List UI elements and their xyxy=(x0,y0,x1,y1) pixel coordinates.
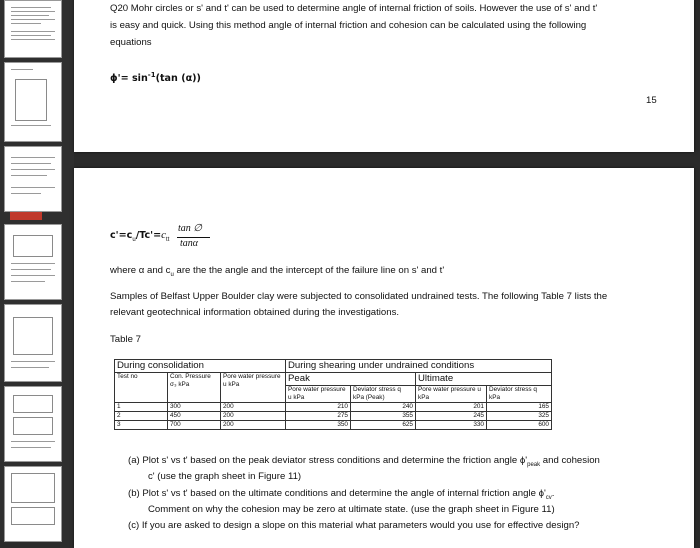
question-b-line-2: Comment on why the cohesion may be zero at ultimate state. (use the graph sheet in Figure 11) xyxy=(148,504,555,515)
page-thumbnail-sidebar xyxy=(0,0,74,540)
page-thumbnail[interactable] xyxy=(4,0,62,58)
current-page-marker xyxy=(10,212,42,220)
header-during-consolidation: During consolidation xyxy=(115,360,286,373)
question-c: (c) If you are asked to design a slope on this material what parameters would you use for effective design? xyxy=(128,520,580,531)
table-title: Table 7 xyxy=(110,334,141,345)
cohesion-equation: $c'=c_u/Tc'=c_{tt}$ xyxy=(110,229,170,243)
question-b: (b) Plot s' vs t' based on the ultimate conditions and determine the angle of internal friction angle $\phi'_{cv}$. xyxy=(128,488,555,501)
fraction-denominator: tanα xyxy=(180,238,199,249)
equation-lhs: ϕ'= sin xyxy=(110,73,148,85)
page-thumbnail[interactable] xyxy=(4,224,62,300)
table-row: 1 300 200 210 240 201 165 xyxy=(115,403,552,412)
page-thumbnail[interactable] xyxy=(4,304,62,382)
header-pore-water-ult: Pore water pressure u kPa xyxy=(416,386,487,403)
header-ultimate: Ultimate xyxy=(416,373,552,386)
page-thumbnail[interactable] xyxy=(4,386,62,462)
friction-angle-equation xyxy=(110,68,201,86)
header-peak: Peak xyxy=(286,373,416,386)
equation-rhs: (tan (α)) xyxy=(155,73,201,85)
header-pore-water-cons: Pore water pressure u kPa xyxy=(221,373,286,403)
samples-text-line: Samples of Belfast Upper Boulder clay were subjected to consolidated undrained tests. The following Table 7 lists the xyxy=(110,291,608,302)
header-deviator-peak: Deviator stress q kPa (Peak) xyxy=(351,386,416,403)
question-text-line: Q20 Mohr circles or s' and t' can be used to determine angle of internal friction of soils. However the use of s' and t' xyxy=(110,3,598,14)
document-page-2 xyxy=(74,168,694,548)
page-thumbnail[interactable] xyxy=(4,146,62,212)
question-text-line: equations xyxy=(110,37,152,48)
header-con-pressure: Con. Pressure σ₃ kPa xyxy=(168,373,221,403)
table-row: 3 700 200 350 625 330 600 xyxy=(115,421,552,430)
page-number: 15 xyxy=(646,95,657,106)
samples-text-line: relevant geotechnical information obtained during the investigations. xyxy=(110,307,400,318)
where-text: where α and $c_u$ are the the angle and the intercept of the failure line on s' and t' xyxy=(110,265,445,278)
header-test-no: Test no xyxy=(115,373,168,403)
question-a: (a) Plot s' vs t' based on the peak deviator stress conditions and determine the friction angle $\phi'_{peak}$ and cohesion xyxy=(128,455,600,468)
fraction-numerator: tan ∅ xyxy=(178,223,202,234)
question-a-line-2: c' (use the graph sheet in Figure 11) xyxy=(148,471,302,482)
page-thumbnail[interactable] xyxy=(4,62,62,142)
table-7 xyxy=(114,359,552,430)
table-row: 2 450 200 275 355 245 325 xyxy=(115,412,552,421)
equation-superscript: -1 xyxy=(147,71,156,79)
header-pore-water-peak: Pore water pressure u kPa xyxy=(286,386,351,403)
document-page-1 xyxy=(74,0,694,152)
question-text-line: is easy and quick. Using this method angle of internal friction and cohesion can be calculated using the following xyxy=(110,20,587,31)
header-deviator-ult: Deviator stress q kPa xyxy=(487,386,552,403)
header-during-shearing: During shearing under undrained conditions xyxy=(286,360,552,373)
page-thumbnail[interactable] xyxy=(4,466,62,542)
